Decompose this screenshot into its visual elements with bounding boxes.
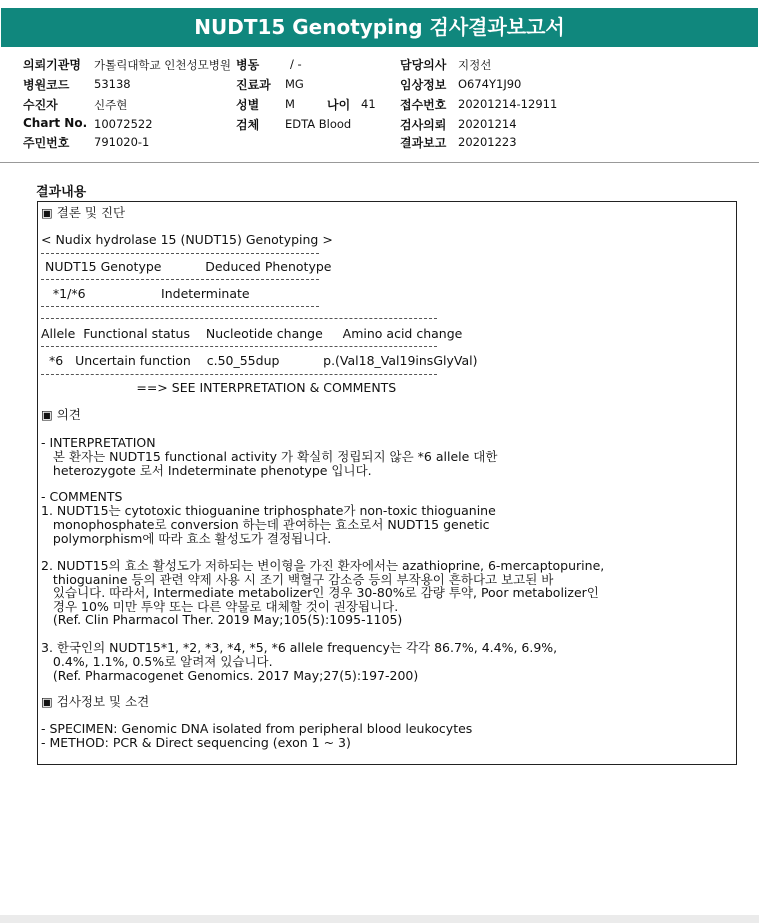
doctor-label: 담당의사 [400,58,447,72]
receipt-no-value: 20201214-12911 [458,97,558,111]
genotyping-title: < Nudix hydrolase 15 (NUDT15) Genotyping > [41,232,333,247]
divider [41,346,437,347]
genotype-table-row: *1/*6 Indeterminate [41,286,250,301]
comment-reference: (Ref. Pharmacogenet Genomics. 2017 May;27(5):197-200) [41,668,419,683]
comment-line: 3. 한국인의 NUDT15*1, *2, *3, *4, *5, *6 allele frequency는 각각 86.7%, 4.4%, 6.9%, [41,640,558,655]
rrn-value: 791020-1 [94,135,150,149]
divider [41,374,437,375]
comment-line: 1. NUDT15는 cytotoxic thioguanine triphosphate가 non-toxic thioguanine [41,503,496,518]
clinical-info-value: O674Y1J90 [458,77,522,91]
comment-reference: (Ref. Clin Pharmacol Ther. 2019 May;105(5):1095-1105) [41,612,403,627]
specimen-value: EDTA Blood [285,117,352,131]
doctor-value: 지정선 [458,58,492,72]
report-title: NUDT15 Genotyping 검사결과보고서 [1,8,758,47]
comments-heading: - COMMENTS [41,489,123,504]
section-opinion-heading: ▣ 의견 [41,407,81,422]
section-test-info-heading: ▣ 검사정보 및 소견 [41,694,150,709]
specimen-label: 검체 [236,118,260,132]
divider [41,306,319,307]
divider [41,318,437,319]
hospital-code-value: 53138 [94,77,131,91]
result-report-date-label: 결과보고 [400,136,447,150]
institution-label: 의뢰기관명 [23,58,81,72]
genotype-table-header: NUDT15 Genotype Deduced Phenotype [41,259,332,274]
results-section-title: 결과내용 [36,185,87,200]
patient-info-header [0,50,759,163]
section-conclusion-heading: ▣ 결론 및 진단 [41,205,126,220]
divider [41,253,319,254]
ward-value: / - [290,57,302,71]
hospital-code-label: 병원코드 [23,78,70,92]
interpretation-line: heterozygote 로서 Indeterminate phenotype 입니다. [41,463,372,478]
comment-line: 있습니다. 따라서, Intermediate metabolizer인 경우 30-80%로 감량 투약, Poor metabolizer인 [41,585,599,600]
sex-label: 성별 [236,98,260,112]
see-interpretation-note: ==> SEE INTERPRETATION & COMMENTS [41,380,397,395]
interpretation-heading: - INTERPRETATION [41,435,156,450]
comment-line: monophosphate로 conversion 하는데 관여하는 효소로서 NUDT15 genetic [41,517,490,532]
comment-line: 경우 10% 미만 투약 또는 다른 약물로 대체할 것이 권장됩니다. [41,599,399,614]
divider [41,279,319,280]
chart-no-value: 10072522 [94,117,153,131]
request-date-label: 검사의뢰 [400,118,447,132]
chart-no-label: Chart No. [23,116,88,130]
allele-table-row: *6 Uncertain function c.50_55dup p.(Val18_Val19insGlyVal) [41,353,478,368]
receipt-no-label: 접수번호 [400,98,447,112]
comment-line: thioguanine 등의 관련 약제 사용 시 조기 백혈구 감소증 등의 부작용이 흔하다고 보고된 바 [41,572,554,587]
institution-value: 가톨릭대학교 인천성모병원 [94,58,231,72]
patient-value: 신주현 [94,98,128,112]
interpretation-line: 본 환자는 NUDT15 functional activity 가 확실히 정립되지 않은 *6 allele 대한 [41,449,498,464]
specimen-info-line: - SPECIMEN: Genomic DNA isolated from peripheral blood leukocytes [41,721,473,736]
allele-table-header: Allele Functional status Nucleotide change Amino acid change [41,326,463,341]
dept-label: 진료과 [236,78,271,92]
comment-line: 2. NUDT15의 효소 활성도가 저하되는 변이형을 가진 환자에서는 azathioprine, 6-mercaptopurine, [41,558,605,573]
comment-line: 0.4%, 1.1%, 0.5%로 알려져 있습니다. [41,654,273,669]
rrn-label: 주민번호 [23,136,70,150]
sex-value: M [285,97,295,111]
method-info-line: - METHOD: PCR & Direct sequencing (exon 1 ~ 3) [41,735,351,750]
bottom-strip [0,915,759,923]
comment-line: polymorphism에 따라 효소 활성도가 결정됩니다. [41,531,332,546]
age-value: 41 [361,97,376,111]
dept-value: MG [285,77,304,91]
result-report-date-value: 20201223 [458,135,517,149]
request-date-value: 20201214 [458,117,517,131]
ward-label: 병동 [236,58,260,72]
clinical-info-label: 임상정보 [400,78,447,92]
age-label: 나이 [327,98,351,112]
patient-label: 수진자 [23,98,58,112]
